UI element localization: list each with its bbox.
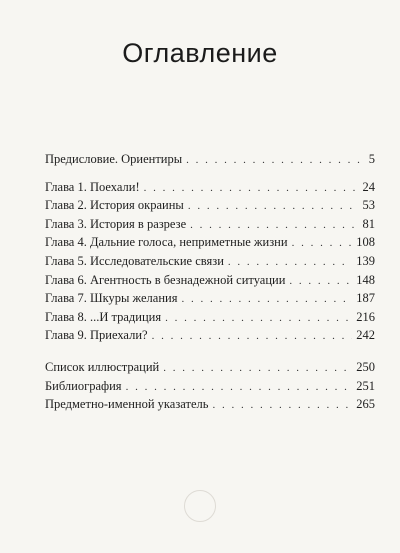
toc-entry-page: 81 (362, 216, 375, 231)
toc-entry-label: Глава 6. Агентность в безнадежной ситуации (45, 272, 286, 287)
toc-entry-illustrations[interactable] (45, 358, 375, 377)
toc-entry-page: 5 (368, 152, 375, 166)
toc-entry-label: Глава 3. История в разрезе (45, 216, 187, 231)
leader-dots (212, 396, 352, 415)
show-through-text (0, 86, 400, 96)
toc-entry-chapter-9[interactable] (45, 326, 375, 345)
leader-dots (292, 234, 353, 253)
toc-entry-page: 108 (356, 235, 375, 250)
toc-entry-chapter-3[interactable] (45, 215, 375, 234)
toc-entry-label: Глава 4. Дальние голоса, неприметные жизни (45, 235, 288, 250)
leader-dots (126, 378, 353, 397)
toc-entry-label: Предисловие. Ориентиры (45, 152, 183, 166)
toc-entry-label: Глава 2. История окраины (45, 198, 184, 213)
leader-dots (186, 151, 365, 170)
toc-entry-page: 242 (356, 328, 375, 343)
toc-entry-page: 187 (356, 291, 375, 306)
toc-entry-chapter-5[interactable] (45, 252, 375, 271)
leader-dots (188, 197, 359, 216)
toc-entry-page: 265 (356, 397, 375, 412)
toc-entry-label: Глава 1. Поехали! (45, 179, 140, 194)
leader-dots (228, 253, 352, 272)
toc-entry-page: 251 (356, 378, 375, 393)
toc-entry-preface[interactable] (45, 150, 375, 169)
toc-entry-label: Глава 9. Приехали? (45, 328, 148, 343)
leader-dots (190, 216, 358, 235)
toc-entry-bibliography[interactable] (45, 377, 375, 396)
toc-entry-page: 139 (356, 253, 375, 268)
show-through-seal (184, 490, 216, 522)
toc-entry-label: Глава 8. ...И традиция (45, 309, 162, 324)
toc-entry-chapter-7[interactable] (45, 289, 375, 308)
toc-entry-chapter-2[interactable] (45, 196, 375, 215)
toc-entry-chapter-4[interactable] (45, 233, 375, 252)
leader-dots (289, 272, 352, 291)
toc-entry-label: Глава 5. Исследовательские связи (45, 253, 224, 268)
table-of-contents (45, 150, 375, 414)
toc-entry-page: 24 (362, 179, 375, 194)
toc-entry-page: 53 (362, 198, 375, 213)
page-title: Оглавление (122, 38, 278, 68)
leader-dots (181, 290, 352, 309)
toc-entry-chapter-8[interactable] (45, 308, 375, 327)
toc-entry-page: 148 (356, 272, 375, 287)
leader-dots (163, 359, 352, 378)
toc-entry-page: 216 (356, 309, 375, 324)
toc-entry-chapter-1[interactable] (45, 178, 375, 197)
toc-entry-chapter-6[interactable] (45, 271, 375, 290)
leader-dots (165, 309, 352, 328)
toc-entry-page: 250 (356, 359, 375, 374)
leader-dots (152, 327, 353, 346)
toc-entry-label: Библиография (45, 378, 122, 393)
toc-entry-label: Предметно-именной указатель (45, 397, 209, 412)
toc-entry-label: Список иллюстраций (45, 359, 160, 374)
toc-entry-index[interactable] (45, 395, 375, 414)
leader-dots (144, 179, 359, 198)
toc-entry-label: Глава 7. Шкуры желания (45, 291, 178, 306)
